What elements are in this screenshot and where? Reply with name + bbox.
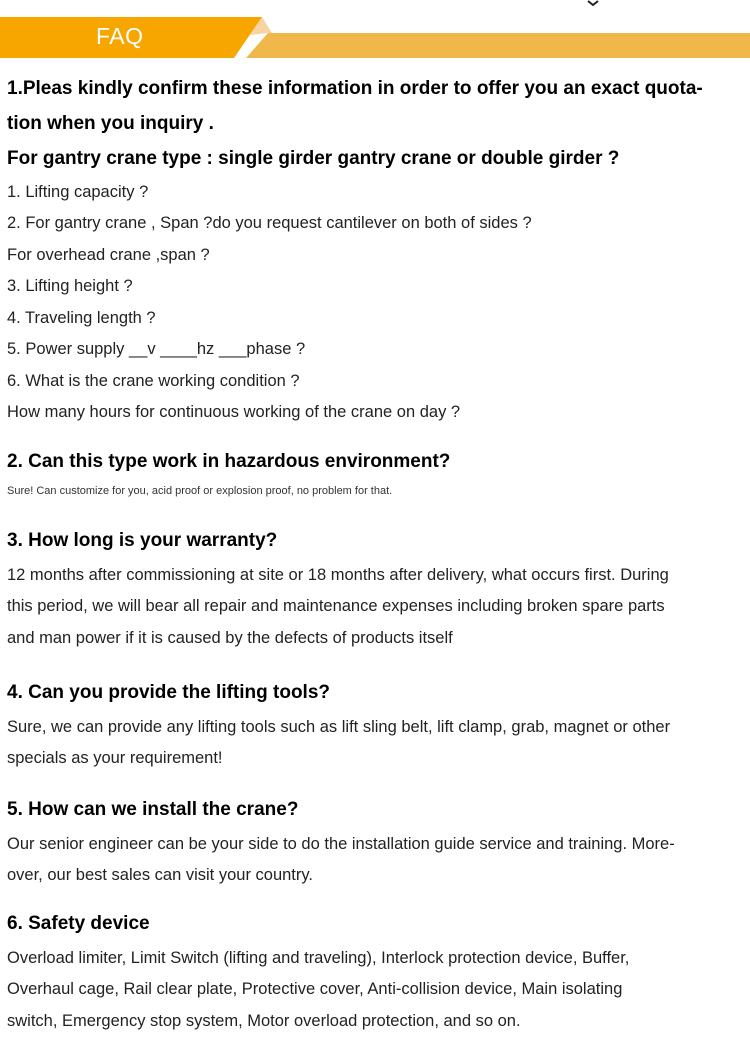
q3-answer-line: and man power if it is caused by the defects of products itself (7, 629, 453, 647)
q3-heading: 3. How long is your warranty? (7, 530, 278, 551)
q1-item: 4. Traveling length ? (7, 309, 156, 327)
q1-item: 5. Power supply __v ____hz ___phase ? (7, 340, 306, 358)
q5-answer-line: Our senior engineer can be your side to do the installation guide service and training. More- (7, 835, 675, 853)
q5-answer-line: over, our best sales can visit your country. (7, 866, 313, 884)
banner-title: FAQ (96, 23, 144, 49)
q4-answer-line: specials as your requirement! (7, 749, 223, 767)
q6-answer-line: Overhaul cage, Rail clear plate, Protective cover, Anti-collision device, Main isolating (7, 980, 623, 998)
q1-item: 1. Lifting capacity ? (7, 183, 149, 201)
q1-item: How many hours for continuous working of the crane on day ? (7, 403, 461, 421)
q2-heading: 2. Can this type work in hazardous environment? (7, 451, 451, 472)
q1-subheading: For gantry crane type : single girder gantry crane or double girder ? (7, 148, 620, 169)
q2-answer: Sure! Can customize for you, acid proof or explosion proof, no problem for that. (7, 485, 393, 497)
q3-answer-line: this period, we will bear all repair and maintenance expenses including broken spare parts (7, 597, 665, 615)
q6-answer-line: Overload limiter, Limit Switch (lifting and traveling), Interlock protection device, Buffer, (7, 949, 630, 967)
q6-heading: 6. Safety device (7, 913, 150, 934)
q1-heading-line2: tion when you inquiry . (7, 113, 214, 134)
q3-answer-line: 12 months after commissioning at site or 18 months after delivery, what occurs first. During (7, 566, 669, 584)
q5-heading: 5. How can we install the crane? (7, 799, 299, 820)
q4-heading: 4. Can you provide the lifting tools? (7, 682, 331, 703)
q1-item: 2. For gantry crane , Span ?do you request cantilever on both of sides ? (7, 214, 532, 232)
q6-answer-line: switch, Emergency stop system, Motor overload protection, and so on. (7, 1012, 521, 1030)
faq-banner (0, 0, 750, 58)
q1-item: 6. What is the crane working condition ? (7, 372, 300, 390)
chevron-down-icon (586, 0, 600, 7)
q1-item: 3. Lifting height ? (7, 277, 133, 295)
q1-item: For overhead crane ,span ? (7, 246, 210, 264)
q1-heading-line1: 1.Pleas kindly confirm these information in order to offer you an exact quota- (7, 78, 703, 99)
q4-answer-line: Sure, we can provide any lifting tools such as lift sling belt, lift clamp, grab, magnet or other (7, 718, 671, 736)
